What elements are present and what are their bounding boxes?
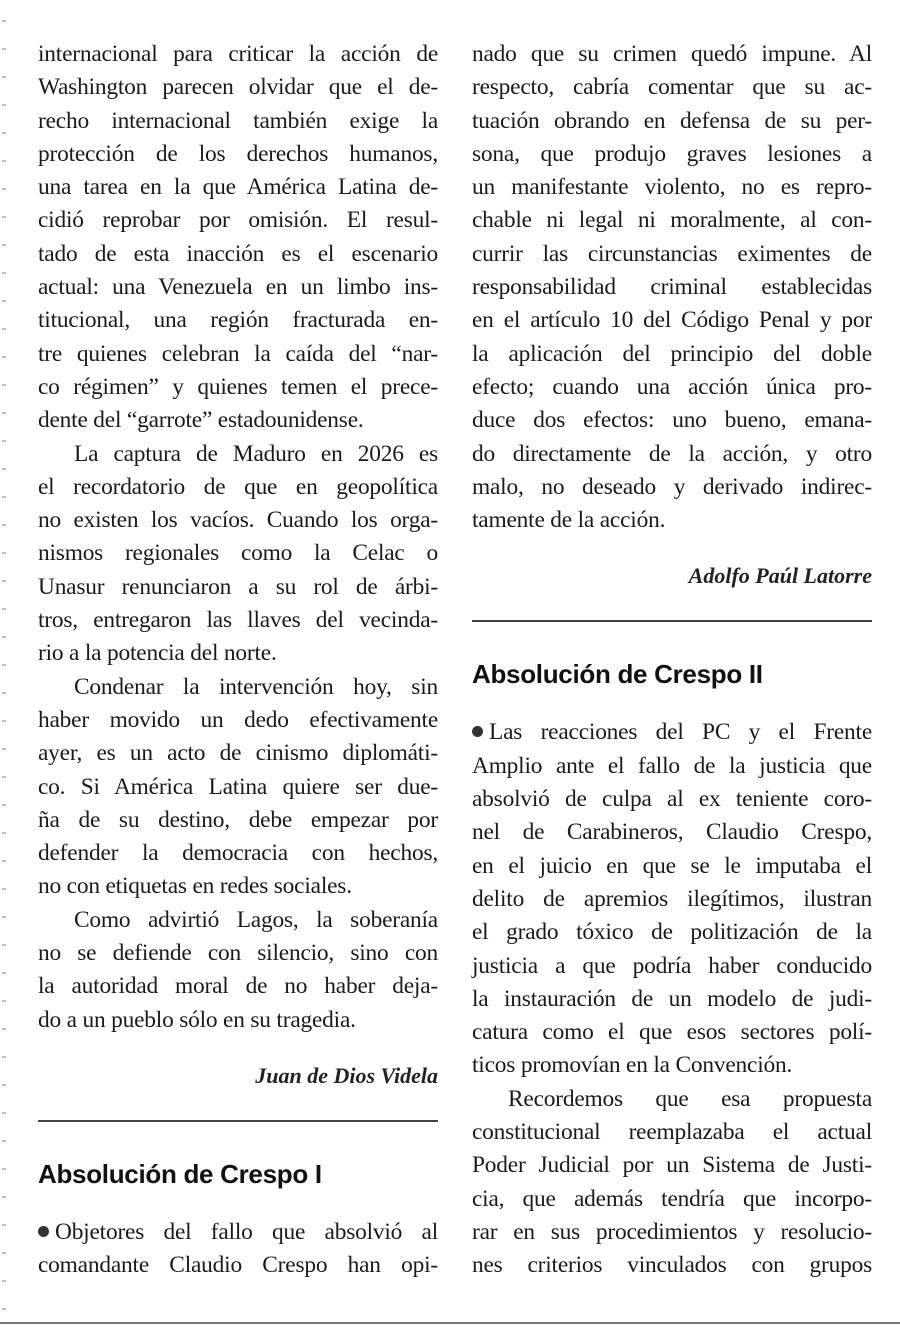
author-signature: Adolfo Paúl Latorre [688,563,872,589]
text-line: la aplicación del principio del doble [472,340,872,367]
text-line: nismos regionales como la Celac o [38,540,438,567]
letter-heading: Absolución de Crespo I [38,1158,322,1189]
letter-heading: Absolución de Crespo II [472,659,763,690]
text-line: tre quienes celebran la caída del “nar- [38,340,438,367]
text-line: absolvió de culpa al ex teniente coro- [472,786,872,813]
text-line: tuación obrando en defensa de su per- [472,107,872,134]
right-column [472,38,872,1283]
text-line: tamente de la acción. [472,507,666,534]
text-line: ticos promovían en la Convención. [472,1052,793,1079]
text-line: ayer, es un acto de cinismo diplomáti- [38,740,438,767]
text-line: una tarea en la que América Latina de- [38,174,438,201]
text-line: Unasur renunciaron a su rol de árbi- [38,573,438,600]
text-line: co régimen” y quienes temen el prece- [38,373,438,400]
text-line: un manifestante violento, no es repro- [472,174,872,201]
text-line: cia, que además tendría que incorpo- [472,1185,872,1212]
paragraph [38,38,438,438]
text-line: efecto; cuando una acción única pro- [472,373,872,400]
text-line: La captura de Maduro en 2026 es [74,440,438,467]
paragraph [472,1083,872,1283]
text-line: constitucional reemplazaba el actual [472,1119,872,1146]
text-line: chable ni legal ni moralmente, al con- [472,207,872,234]
text-line: en el artículo 10 del Código Penal y por [472,307,872,334]
text-line: no se defiende con silencio, sino con [38,940,438,967]
text-line: no con etiquetas en redes sociales. [38,873,352,900]
text-line: tros, entregaron las llaves del vecinda- [38,607,438,634]
text-line: comandante Claudio Crespo han opi- [38,1252,438,1279]
text-line-content: Las reacciones del PC y el Frente [489,719,872,746]
author-signature: Juan de Dios Videla [255,1062,438,1088]
paragraph [472,38,872,537]
section-divider [38,1120,438,1122]
text-line: sona, que produjo graves lesiones a [472,140,872,167]
text-line: cidió reprobar por omisión. El resul- [38,207,438,234]
text-line: currir las circunstancias eximentes de [472,240,872,267]
text-line: do a un pueblo sólo en su tragedia. [38,1006,356,1033]
text-line: nado que su crimen quedó impune. Al [472,41,872,67]
text-line: justicia a que podría haber conducido [472,952,872,979]
text-line: haber movido un dedo efectivamente [38,706,438,733]
text-line: Como advirtió Lagos, la soberanía [74,906,438,933]
text-line [472,716,872,749]
text-line: titucional, una región fracturada en- [38,307,438,334]
text-line-content: Objetores del fallo que absolvió al [55,1218,438,1245]
text-line: recho internacional también exige la [38,107,438,134]
text-line: responsabilidad criminal establecidas [472,274,872,301]
text-line: defender la democracia con hechos, [38,840,438,867]
text-line: no existen los vacíos. Cuando los orga- [38,507,438,534]
text-line: el grado tóxico de politización de la [472,919,872,946]
left-column [38,38,438,1283]
page-bottom-border [0,1322,900,1324]
text-line: delito de apremios ilegítimos, ilustran [472,885,872,912]
text-line: Condenar la intervención hoy, sin [74,673,438,700]
bullet-icon [472,726,483,737]
paragraph [38,904,438,1037]
text-line: en el juicio en que se le imputaba el [472,852,872,879]
text-line: do directamente de la acción, y otro [472,440,872,467]
text-line: el recordatorio de que en geopolítica [38,473,438,500]
text-line: co. Si América Latina quiere ser due- [38,773,438,800]
bullet-icon [38,1226,49,1237]
text-line: catura como el que esos sectores polí- [472,1019,872,1046]
text-line: Recordemos que esa propuesta [508,1085,872,1112]
section-divider [472,620,872,622]
text-line: la autoridad moral de no haber deja- [38,973,438,1000]
text-line: ña de su destino, debe empezar por [38,806,438,833]
page-edge-marks [2,20,6,1320]
text-line: duce dos efectos: uno bueno, emana- [472,407,872,434]
text-line: la instauración de un modelo de judi- [472,985,872,1012]
text-line: nes criterios vinculados con grupos [472,1252,872,1279]
text-line: dente del “garrote” estadounidense. [38,407,364,434]
paragraph [38,671,438,904]
text-line: protección de los derechos humanos, [38,140,438,167]
text-line: actual: una Venezuela en un limbo ins- [38,274,438,301]
text-line: rar en sus procedimientos y resolucio- [472,1218,872,1245]
paragraph [472,716,872,1082]
paragraph [38,438,438,671]
text-line: internacional para criticar la acción de [38,41,438,67]
text-line: nel de Carabineros, Claudio Crespo, [472,819,872,846]
text-line: respecto, cabría comentar que su ac- [472,74,872,101]
text-line: Amplio ante el fallo de la justicia que [472,752,872,779]
text-line: Poder Judicial por un Sistema de Justi- [472,1152,872,1179]
text-line [38,1216,438,1249]
text-line: rio a la potencia del norte. [38,640,277,667]
paragraph [38,1216,438,1283]
text-line: tado de esta inacción es el escenario [38,240,438,267]
text-line: Washington parecen olvidar que el de- [38,74,438,101]
text-line: malo, no deseado y derivado indirec- [472,473,872,500]
